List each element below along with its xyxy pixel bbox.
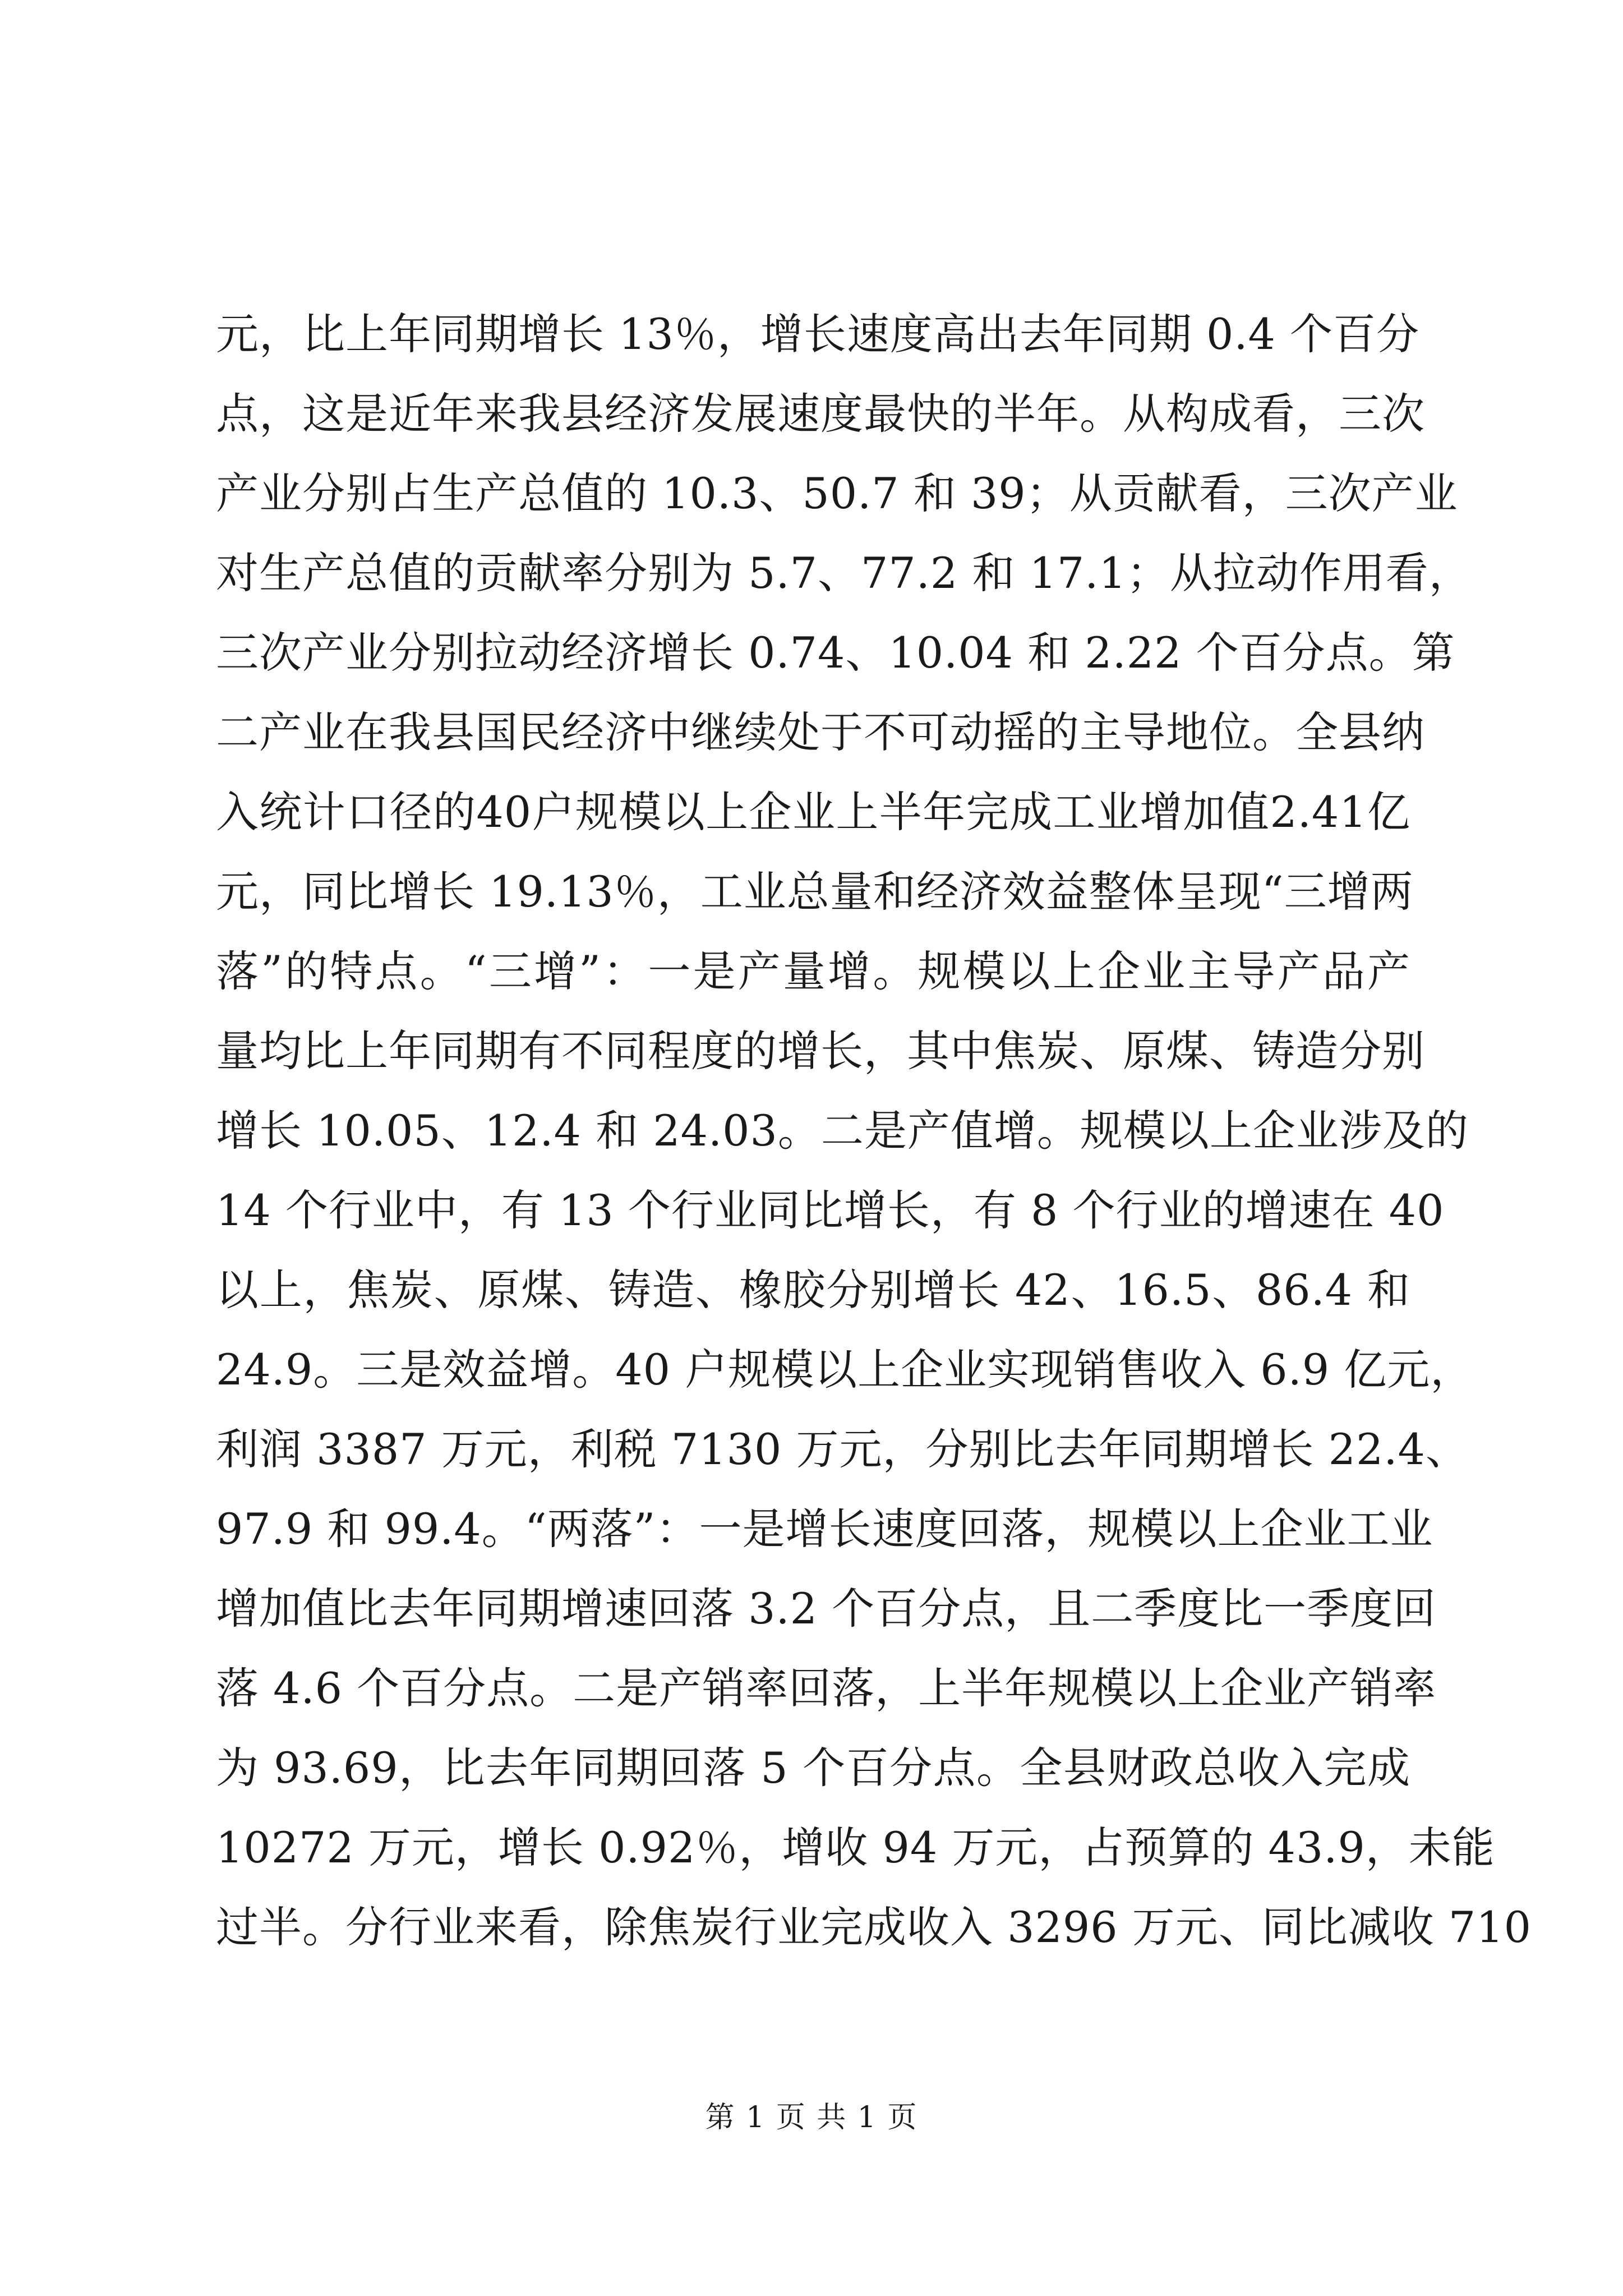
text-line: 14 个行业中，有 13 个行业同比增长，有 8 个行业的增速在 40 — [216, 1185, 1445, 1235]
text-line: 元，比上年同期增长 13％，增长速度高出去年同期 0.4 个百分 — [216, 309, 1420, 359]
text-line: 24.9。三是效益增。40 户规模以上企业实现销售收入 6.9 亿元， — [216, 1345, 1474, 1395]
text-line: 增加值比去年同期增速回落 3.2 个百分点，且二季度比一季度回 — [216, 1584, 1437, 1634]
text-line: 产业分别占生产总值的 10.3、50.7 和 39；从贡献看，三次产业 — [216, 468, 1458, 518]
text-line: 增长 10.05、12.4 和 24.03。二是产值增。规模以上企业涉及的 — [216, 1106, 1469, 1156]
text-line: 三次产业分别拉动经济增长 0.74、10.04 和 2.22 个百分点。第 — [216, 628, 1455, 678]
text-line: 过半。分行业来看，除焦炭行业完成收入 3296 万元、同比减收 710 — [216, 1902, 1532, 1952]
text-line: 以上，焦炭、原煤、铸造、橡胶分别增长 42、16.5、86.4 和 — [216, 1265, 1410, 1315]
page-footer: 第 1 页 共 1 页 — [705, 2101, 918, 2134]
text-line: 落”的特点。“三增”：一是产量增。规模以上企业主导产品产 — [216, 946, 1410, 996]
text-line: 为 93.69，比去年同期回落 5 个百分点。全县财政总收入完成 — [216, 1743, 1410, 1793]
text-line: 点，这是近年来我县经济发展速度最快的半年。从构成看，三次 — [216, 389, 1425, 439]
text-line: 97.9 和 99.4。“两落”：一是增长速度回落，规模以上企业工业 — [216, 1504, 1433, 1554]
text-line: 入统计口径的40户规模以上企业上半年完成工业增加值2.41亿 — [216, 787, 1410, 837]
text-line: 对生产总值的贡献率分别为 5.7、77.2 和 17.1；从拉动作用看， — [216, 548, 1472, 598]
text-line: 落 4.6 个百分点。二是产销率回落，上半年规模以上企业产销率 — [216, 1663, 1437, 1713]
body-text — [216, 295, 1532, 1967]
text-line: 10272 万元，增长 0.92％，增收 94 万元，占预算的 43.9，未能 — [216, 1823, 1495, 1872]
text-line: 量均比上年同期有不同程度的增长，其中焦炭、原煤、铸造分别 — [216, 1026, 1425, 1076]
text-line: 二产业在我县国民经济中继续处于不可动摇的主导地位。全县纳 — [216, 707, 1425, 757]
text-line: 利润 3387 万元，利税 7130 万元，分别比去年同期增长 22.4、 — [216, 1424, 1469, 1474]
text-line: 元，同比增长 19.13％，工业总量和经济效益整体呈现“三增两 — [216, 867, 1414, 917]
